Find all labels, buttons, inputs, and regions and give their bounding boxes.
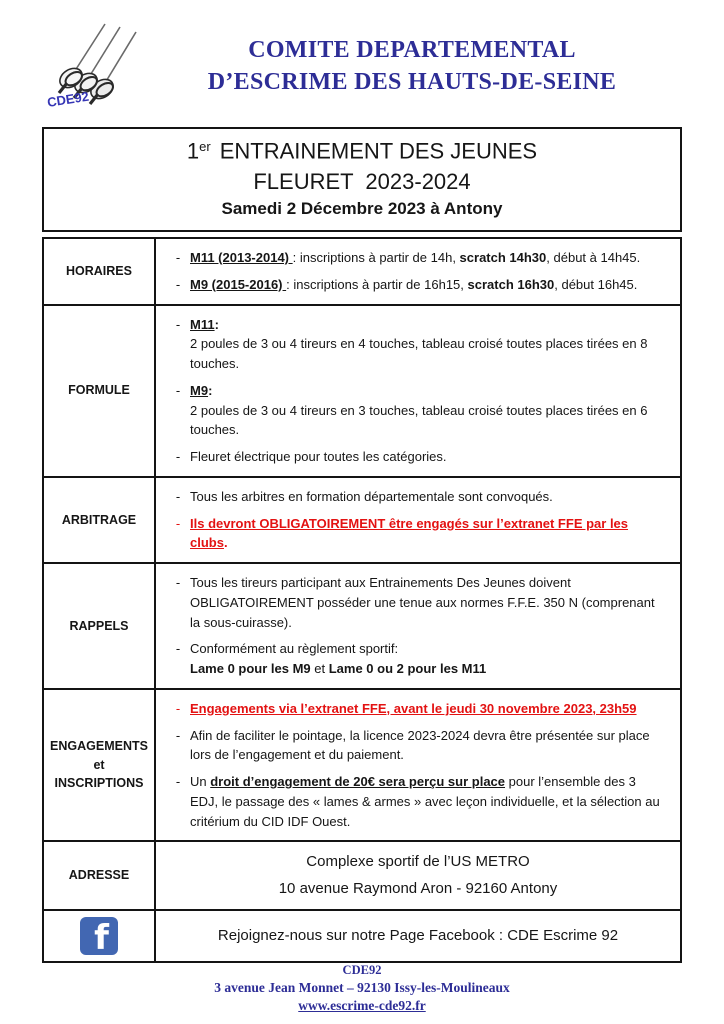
table-row [44,304,680,476]
bullet-dash: - [175,515,181,531]
text-run: : inscriptions à partir de 16h15, [286,276,468,292]
row-label-cell [44,842,156,909]
row-content [156,564,680,688]
row-label-cell [44,564,156,688]
bullet-text [190,248,664,268]
text-run: Un [190,774,211,789]
text-run: M11 (2013-2014) [190,250,293,265]
text-run: pour l’ensemble des 3 EDJ, le passage des « lames & armes » avec leçon individuelle, et la sélection au critérium du CID IDF Ouest. [190,774,660,829]
table-row [44,840,680,909]
logo-text: CDE92 [46,88,90,110]
table-row [44,562,680,688]
text-run: Ils devront OBLIGATOIREMENT être engagés sur l’extranet FFE par les clubs [190,515,629,551]
bullet-item [166,639,664,679]
row-label-cell [44,690,156,841]
bullet-dash: - [175,488,181,504]
row-label-text: ENGAGEMENTS [50,738,148,753]
bullet-dash: - [175,700,181,716]
bullet-text [190,639,664,679]
bullet-dash: - [175,727,181,743]
centered-line: Complexe sportif de l’US METRO [306,853,530,871]
table-row [44,476,680,562]
row-label-text: HORAIRES [66,263,132,278]
bullet-item [166,699,664,719]
text-run: et [310,661,329,676]
bullet-dash: - [175,449,181,464]
centered-line: 10 avenue Raymond Aron - 92160 Antony [278,879,558,897]
text-run: M9 [190,382,209,398]
text-run: : inscriptions à partir de 14h, [292,250,460,265]
bullet-item [166,487,664,507]
bullet-item [166,772,664,831]
footer-org: CDE92 [342,963,382,977]
row-content [156,911,680,961]
text-run: Fleuret électrique pour toutes les catégories. [190,449,447,464]
centered-line: Rejoignez-nous sur notre Page Facebook : CDE Escrime 92 [217,926,619,944]
text-run: scratch 16h30 [467,276,555,292]
text-run: : [208,382,213,398]
event-number: 1 [186,138,200,164]
text-run: , début à 14h45. [546,250,641,265]
bullet-text [190,381,664,440]
event-title-line1 [44,138,680,164]
footer-address: 3 avenue Jean Monnet – 92130 Issy-les-Moulineaux [214,979,510,995]
row-label-text: INSCRIPTIONS [54,776,144,791]
text-run: , début 16h45. [554,276,638,292]
row-label-text: et [93,757,105,772]
row-content [156,842,680,909]
text-run: Conformément au règlement sportif: [190,641,399,657]
bullet-dash: - [175,250,181,265]
table-row [44,909,680,961]
bullet-text [190,447,664,467]
fencing-foils-logo-icon [42,22,146,114]
facebook-f-glyph: f [94,918,109,955]
text-run: Tous les arbitres en formation départementale sont convoqués. [190,488,553,504]
text-run: Lame 0 ou 2 pour les M11 [328,661,487,676]
bullet-dash: - [175,276,181,292]
text-run: . [223,535,228,551]
event-date-location: Samedi 2 Décembre 2023 à Antony [221,199,503,219]
text-run: : [214,316,219,332]
bullet-dash: - [175,382,181,398]
row-content [156,239,680,304]
row-label-cell [44,911,156,961]
event-title-line2: FLEURET 2023-2024 [253,169,471,195]
footer [0,962,724,1015]
row-label-text: ARBITRAGE [61,512,137,527]
bullet-text [190,726,664,766]
table-row [44,239,680,304]
bullet-text [190,275,664,295]
row-content [156,690,680,841]
bullet-item [166,447,664,467]
bullet-text [190,514,664,554]
text-run: Afin de faciliter le pointage, la licence 2023-2024 devra être présentée sur place lors de l’engagement et du paiement. [190,727,650,763]
text-run: scratch 14h30 [459,250,547,265]
row-label-cell [44,478,156,562]
row-content [156,306,680,476]
bullet-item [166,315,664,374]
bullet-dash: - [175,575,181,590]
text-run: droit d’engagement de 20€ sera perçu sur place [210,774,506,789]
text-run: M9 (2015-2016) [190,276,287,292]
footer-website-link[interactable]: www.escrime-cde92.fr [298,998,426,1014]
organization-title [150,34,674,99]
row-content [156,478,680,562]
bullet-item [166,275,664,295]
bullet-text [190,573,664,632]
bullet-text [190,487,664,507]
row-label-cell [44,306,156,476]
text-run: Engagements via l’extranet FFE, avant le jeudi 30 novembre 2023, 23h59 [190,700,637,716]
bullet-dash: - [175,641,181,657]
text-run: 2 poules de 3 ou 4 tireurs en 4 touches, tableau croisé toutes places tirées en 8 touches. [190,336,648,371]
bullet-text [190,772,664,831]
event-title-text: ENTRAINEMENT DES JEUNES [219,138,538,164]
row-label-text: FORMULE [68,383,130,398]
text-run: 2 poules de 3 ou 4 tireurs en 3 touches, tableau croisé toutes places tirées en 6 touches. [190,402,648,438]
info-table [42,237,682,963]
bullet-dash: - [175,774,181,789]
text-run: Tous les tireurs participant aux Entrainements Des Jeunes doivent OBLIGATOIREMENT posséder une tenue aux normes F.F.E. 350 N (comprenant la sous-cuirasse). [190,575,655,630]
bullet-text [190,699,664,719]
row-label-text: RAPPELS [69,618,129,633]
bullet-item [166,381,664,440]
organization-title-line1: COMITE DEPARTEMENTAL [248,37,576,63]
table-row [44,688,680,841]
bullet-item [166,726,664,766]
row-label-cell [44,239,156,304]
bullet-dash: - [175,316,181,332]
facebook-icon[interactable] [80,917,118,955]
bullet-item [166,573,664,632]
text-run: Lame 0 pour les M9 [190,661,311,676]
text-run: M11 [190,316,215,332]
row-label-text: ADRESSE [68,868,130,883]
event-number-suffix: er [199,139,211,154]
bullet-text [190,315,664,374]
organization-title-line2: D’ESCRIME DES HAUTS-DE-SEINE [207,69,617,96]
bullet-item [166,248,664,268]
bullet-item [166,514,664,554]
event-title-box [42,127,682,232]
